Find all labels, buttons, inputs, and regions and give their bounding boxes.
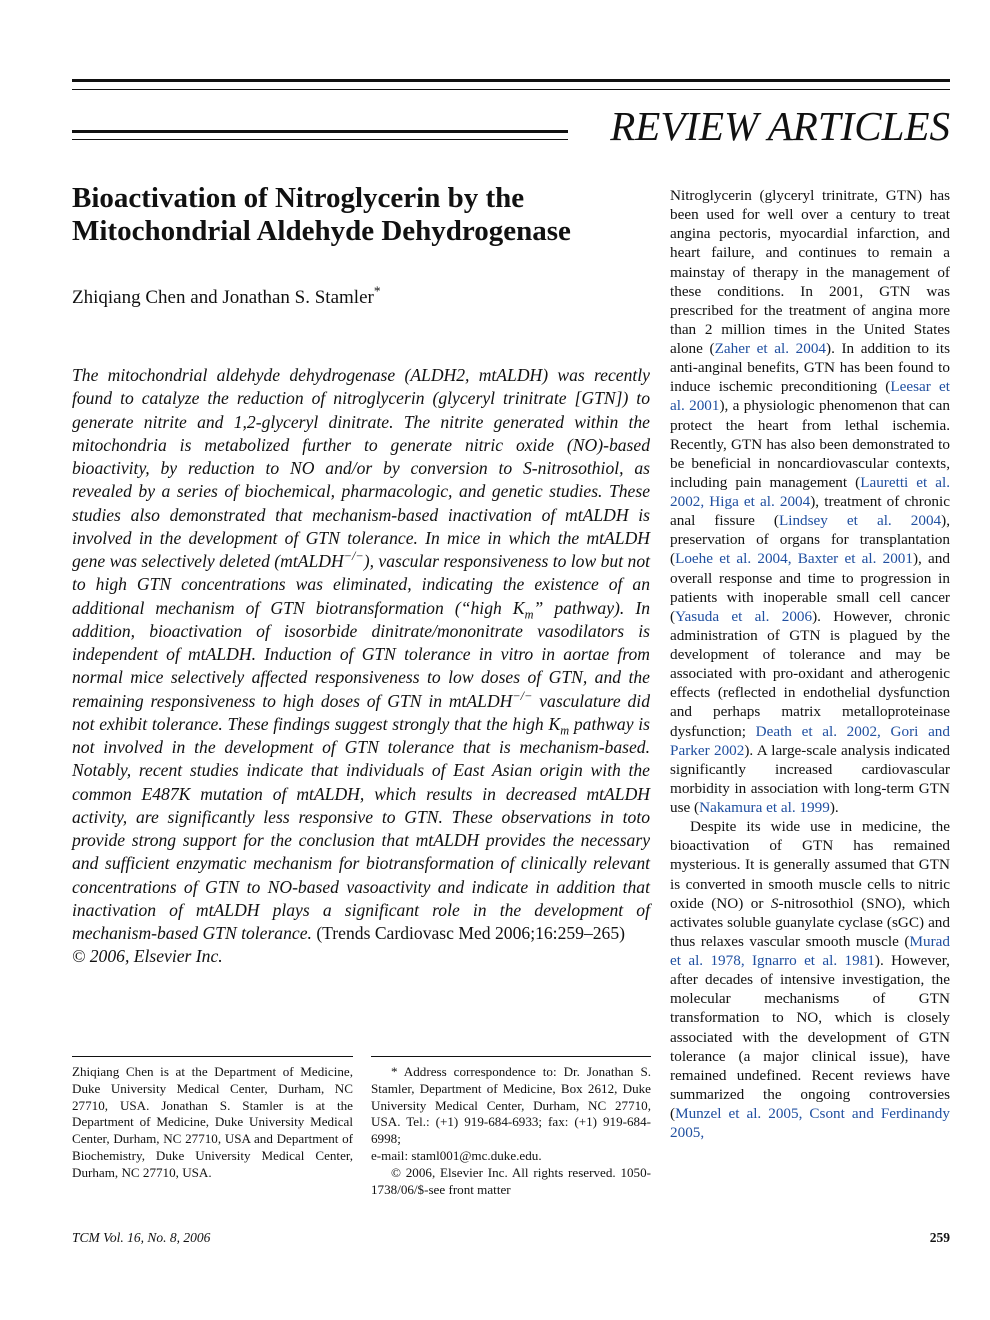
abstract-copyright: © 2006, Elsevier Inc. — [72, 946, 223, 967]
article-title: Bioactivation of Nitroglycerin by the Mitochondrial Aldehyde Dehydrogenase — [72, 182, 571, 247]
abstract-superscript: −/− — [343, 549, 364, 564]
abstract-subscript: m — [524, 607, 534, 622]
author-affiliations: Zhiqiang Chen is at the Department of Medicine, Duke University Medical Center, Durham, NC 27710, USA. Jonathan S. Stamler is at the Department of Medicine, Duke University Medical Center, Durham, NC 27710, USA and Department of Biochemistry, Duke University Medical Center, Durham, NC 27710, USA. — [72, 1064, 353, 1180]
abstract-text: ” pathway). In addition, bioactivation of isosorbide dinitrate/mononitrate vasodilators is independent of mtALDH. Induction of GTN tolerance in vitro in aortae from normal mice selectively affected responsiveness to low doses of GTN, and the remaining responsiveness to high doses of GTN in mtALDH — [72, 597, 650, 711]
italic-text: S — [770, 894, 779, 912]
affiliation-rule-left — [72, 1056, 353, 1057]
body-text: ). A large-scale analysis indicated significantly increased cardiovascular morbidity in association with long-term GTN use ( — [670, 741, 951, 816]
header-rule-top — [72, 79, 950, 82]
section-rule-left-thick — [72, 130, 568, 133]
reference-link[interactable]: Murad et al. 1978, Ignarro et al. 1981 — [670, 932, 950, 969]
abstract-text: pathway is not involved in the development of GTN tolerance that is mechanism-based. Notably, recent studies indicate that individuals of East Asian origin with the common E487K mutation of mtALDH, which results in decreased mtALDH activity, are significantly less responsive to GTN. These observations in toto provide strong support for the conclusion that mtALDH provides the necessary and sufficient enzymatic mechanism for biotransformation of clinically relevant concentrations of GTN to NO-based vasoactivity and indicate in addition that inactivation of mtALDH plays a significant role in the development of mechanism-based GTN tolerance. — [72, 713, 650, 943]
author-names: Zhiqiang Chen and Jonathan S. Stamler — [72, 287, 374, 308]
body-text: Despite its wide use in medicine, the bioactivation of GTN has remained mysterious. It is generally assumed that GTN is converted in smooth muscle cells to nitric oxide (NO) or — [670, 818, 950, 912]
abstract-text: The mitochondrial aldehyde dehydrogenase (ALDH2, mtALDH) was recently found to catalyze the reduction of nitroglycerin (glyceryl trinitrate [GTN]) to generate nitrite and 1,2-glyceryl dinitrate. The nitrite generated within the mitochondria is metabolized further to generate nitric oxide (NO)-based bioactivity, by reduction to NO and/or by conversion to S-nitrosothiol, as revealed by a series of biochemical, pharmacologic, and genetic studies. These studies also demonstrated that mechanism-based inactivation of mtALDH is involved in the development of GTN tolerance. In mice in which the mtALDH gene was selectively deleted (mtALDH — [72, 365, 650, 571]
body-text: Nitroglycerin (glyceryl trinitrate, GTN) has been used for well over a century to treat angina pectoris, myocardial infarction, and heart failure, and continues to remain a mainstay of therapy in the management of these conditions. In 2001, GTN was prescribed for the treatment of angina more than 2 million times in the United States alone ( — [670, 187, 950, 357]
body-text: ). However, chronic administration of GTN is plagued by the development of tolerance and may be associated with pro-oxidant and atherogenic effects (reflected in endothelial dysfunction and perhaps matrix metalloproteinase dysfunction; — [670, 607, 950, 740]
rights-statement: © 2006, Elsevier Inc. All rights reserved. 1050-1738/06/$-see front matter — [371, 1164, 651, 1197]
reference-link[interactable]: Loehe et al. 2004, Baxter et al. 2001 — [675, 550, 913, 568]
reference-link[interactable]: Nakamura et al. 1999 — [699, 799, 830, 816]
body-text: ), a physiologic phenomenon that can protect the heart from lethal ischemia. Recently, GTN has also been demonstrated to be beneficial in noncardiovascular contexts, including pain management ( — [670, 397, 950, 491]
reference-link[interactable]: Lindsey et al. 2004 — [778, 512, 942, 530]
body-text: -nitrosothiol (SNO), which activates soluble guanylate cyclase (sGC) and thus relaxes vascular smooth muscle ( — [670, 894, 950, 950]
body-text: ), preservation of organs for transplantation ( — [670, 512, 950, 568]
reference-link[interactable]: Munzel et al. 2005, Csont and Ferdinandy 2005, — [670, 1105, 950, 1142]
affiliation-rule-right — [371, 1056, 651, 1057]
abstract-text: ), vascular responsiveness to low but not to high GTN concentrations was eliminated, indicating the existence of an additional mechanism of GTN biotransformation (“high K — [72, 551, 650, 618]
correspondence-mark: * — [373, 283, 381, 299]
reference-link[interactable]: Death et al. 2002, Gori and Parker 2002 — [670, 722, 950, 759]
section-rule-left-thin — [72, 139, 568, 140]
body-text: ). In addition to its anti-anginal benefits, GTN has been found to induce ischemic preconditioning ( — [670, 340, 950, 396]
correspondence-email: e-mail: staml001@mc.duke.edu. — [371, 1147, 542, 1163]
correspondence-address: * Address correspondence to: Dr. Jonathan S. Stamler, Department of Medicine, Box 2612, Duke University Medical Center, Durham, NC 27710, USA. Tel.: (+1) 919-684-6933; fax: (+1) 919-684-6998; — [371, 1064, 651, 1147]
reference-link[interactable]: Leesar et al. 2001 — [670, 378, 950, 415]
abstract-text: vasculature did not exhibit tolerance. These findings suggest strongly that the high K — [72, 690, 650, 734]
body-text: ), treatment of chronic anal fissure ( — [670, 493, 950, 530]
body-paragraph — [670, 817, 950, 1142]
header-rule-thin — [72, 89, 950, 90]
body-text: ). — [829, 799, 839, 816]
section-label: REVIEW ARTICLES — [610, 103, 950, 149]
journal-citation: TCM Vol. 16, No. 8, 2006 — [72, 1230, 211, 1245]
abstract-subscript: m — [560, 723, 570, 738]
reference-link[interactable]: Yasuda et al. 2006 — [675, 607, 813, 625]
abstract-superscript: −/− — [512, 688, 533, 703]
correspondence-block — [371, 1064, 651, 1198]
reference-link[interactable]: Zaher et al. 2004 — [714, 340, 827, 357]
article-authors — [72, 283, 612, 310]
page-number: 259 — [929, 1230, 950, 1245]
reference-link[interactable]: Lauretti et al. 2002, Higa et al. 2004 — [670, 473, 950, 510]
abstract-citation: (Trends Cardiovasc Med 2006;16:259–265) — [311, 923, 626, 943]
abstract — [72, 364, 650, 969]
body-column — [670, 186, 950, 1142]
body-text: ). However, after decades of intensive investigation, the molecular mechanisms of GTN transformation to NO, which is closely associated with the development of GTN tolerance (a major clinical issue), have remained undefined. Recent reviews have summarized the ongoing controversies ( — [670, 952, 950, 1122]
body-text: ), and overall response and time to progression in patients with inoperable small cell cancer ( — [670, 550, 950, 625]
body-paragraph — [670, 186, 950, 817]
